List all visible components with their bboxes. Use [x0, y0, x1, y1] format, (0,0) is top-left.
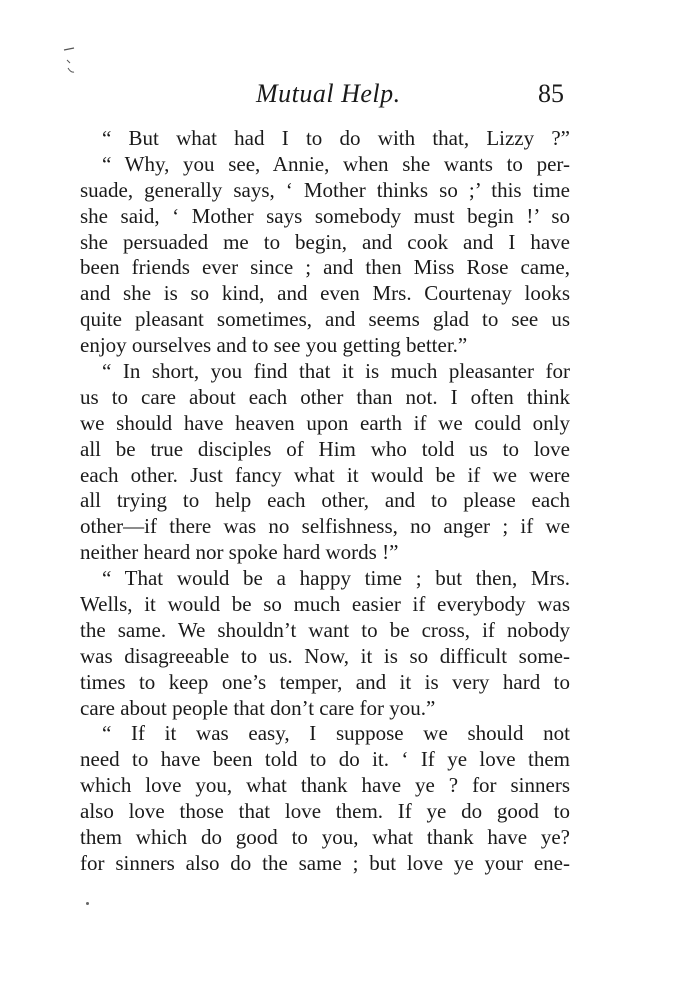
- text-line: “ That would be a happy time ; but then, Mrs.: [102, 566, 570, 591]
- text-line: need to have been told to do it. ‘ If ye love them: [80, 747, 570, 772]
- text-line: all trying to help each other, and to please each: [80, 488, 570, 513]
- text-line: which love you, what thank have ye ? for sinners: [80, 773, 570, 798]
- text-line: “ Why, you see, Annie, when she wants to per-: [102, 151, 570, 176]
- text-line: and she is so kind, and even Mrs. Courtenay looks: [80, 281, 570, 306]
- text-line: “ In short, you find that it is much pleasanter for: [102, 359, 570, 384]
- text-line: us to care about each other than not. I often think: [80, 384, 570, 409]
- text-line: also love those that love them. If ye do good to: [80, 799, 570, 824]
- text-line: “ If it was easy, I suppose we should not: [102, 721, 570, 746]
- body-text: [80, 126, 570, 877]
- text-line: been friends ever since ; and then Miss Rose came,: [80, 255, 570, 280]
- text-line: the same. We shouldn’t want to be cross, if nobody: [80, 617, 570, 642]
- text-line: she said, ‘ Mother says somebody must begin !’ so: [80, 203, 570, 228]
- text-line: neither heard nor spoke hard words !”: [80, 540, 399, 565]
- print-dot: [86, 902, 89, 905]
- text-line: other—if there was no selfishness, no anger ; if we: [80, 514, 570, 539]
- text-line: each other. Just fancy what it would be if we were: [80, 462, 570, 487]
- text-line: Wells, it would be so much easier if everybody was: [80, 592, 570, 617]
- text-line: quite pleasant sometimes, and seems glad to see us: [80, 307, 570, 332]
- text-line: care about people that don’t care for you.”: [80, 695, 436, 720]
- text-line: we should have heaven upon earth if we could only: [80, 410, 570, 435]
- text-line: for sinners also do the same ; but love ye your ene-: [80, 850, 570, 875]
- text-line: “ But what had I to do with that, Lizzy ?”: [102, 126, 570, 150]
- margin-mark-icon: [62, 46, 76, 76]
- page-number: 85: [538, 79, 564, 108]
- text-line: suade, generally says, ‘ Mother thinks so ;’ this time: [80, 177, 570, 202]
- text-line: them which do good to you, what thank have ye?: [80, 825, 570, 850]
- text-line: enjoy ourselves and to see you getting better.”: [80, 333, 468, 358]
- text-line: times to keep one’s temper, and it is very hard to: [80, 669, 570, 694]
- text-line: she persuaded me to begin, and cook and I have: [80, 229, 570, 254]
- running-head-title: Mutual Help.: [256, 79, 401, 108]
- running-head: [0, 76, 688, 112]
- text-line: was disagreeable to us. Now, it is so difficult some-: [80, 643, 570, 668]
- text-line: all be true disciples of Him who told us to love: [80, 436, 570, 461]
